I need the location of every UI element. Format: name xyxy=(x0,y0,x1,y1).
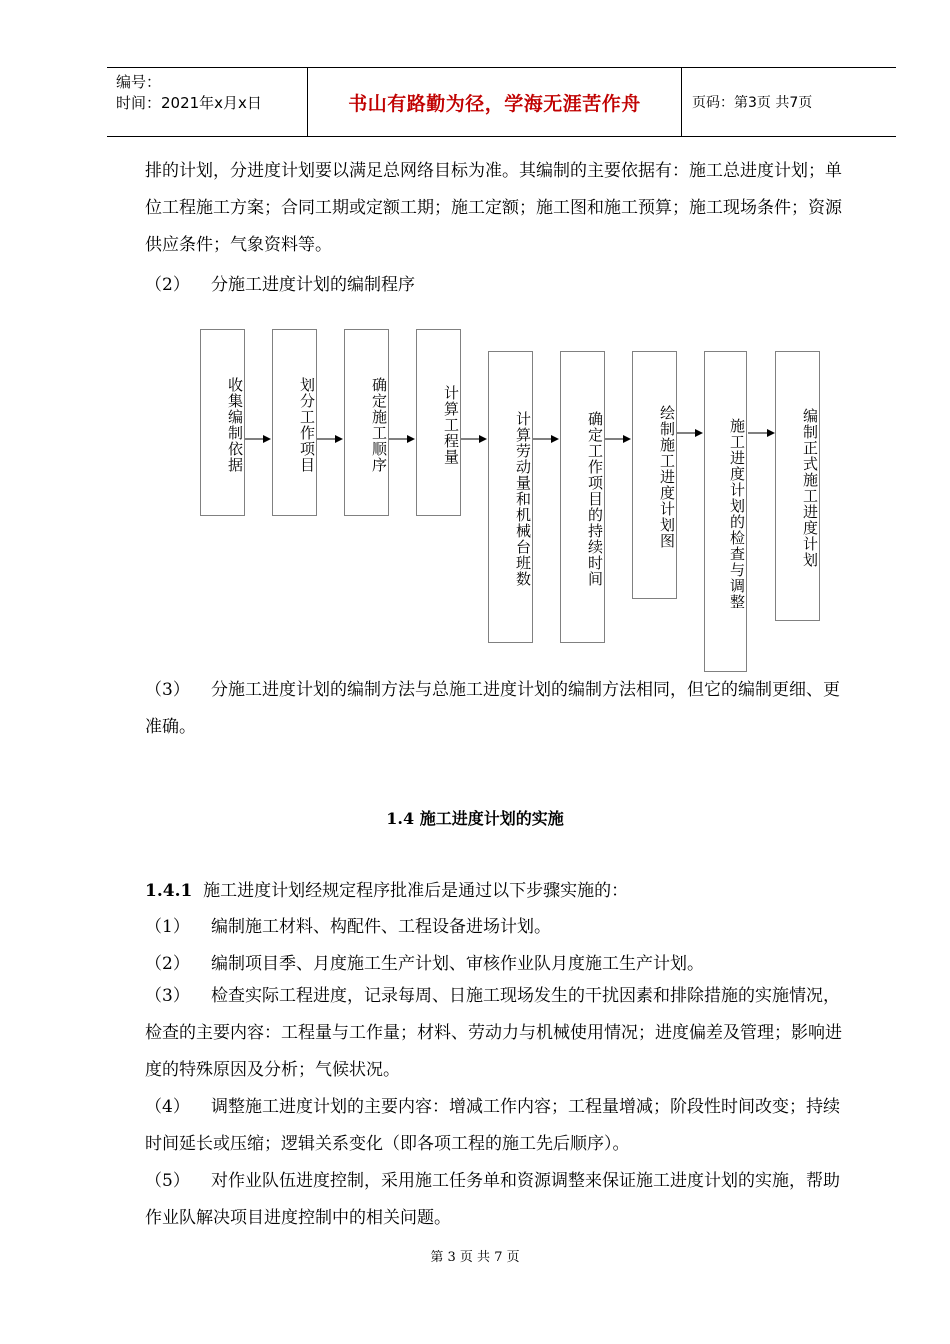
page-info: 页码：第3页 共7页 xyxy=(692,95,813,111)
flow-step-label: 确定工作项目的持续时间 xyxy=(586,411,604,587)
flow-step-sequence xyxy=(344,329,389,516)
item-number: （3） xyxy=(145,680,190,700)
item-text: 检查实际工程进度，记录每周、日施工现场发生的干扰因素和排除措施的实施情况，检查的主要内容：工程量与工作量；材料、劳动力与机械使用情况；进度偏差及管理；影响进度的特殊原因及分析；气候状况。 xyxy=(145,986,842,1080)
section-title: 1.4 施工进度计划的实施 xyxy=(386,809,564,828)
item-number: （1） xyxy=(145,917,190,937)
item-text: 编制项目季、月度施工生产计划、审核作业队月度施工生产计划。 xyxy=(211,954,704,974)
list-item xyxy=(145,1089,855,1163)
item-text: 分施工进度计划的编制方法与总施工进度计划的编制方法相同，但它的编制更细、更准确。 xyxy=(145,680,840,737)
flow-step-label: 收集编制依据 xyxy=(226,376,244,473)
page-footer: 第 3 页 共 7 页 xyxy=(430,1250,520,1265)
item-number: （3） xyxy=(145,986,190,1006)
flow-step-label: 施工进度计划的检查与调整 xyxy=(728,417,746,610)
list-item xyxy=(145,912,551,937)
item-3-paragraph xyxy=(145,672,855,746)
serial-label: 编号： xyxy=(116,73,162,91)
list-item xyxy=(145,978,855,1089)
item-number: （2） xyxy=(145,275,190,295)
list-item xyxy=(145,1163,855,1237)
intro-paragraph: 排的计划，分进度计划要以满足总网络目标为准。其编制的主要依据有：施工总进度计划；单位工程施工方案；合同工期或定额工期；施工定额；施工图和施工预算；施工现场条件；资源供应条件；气象资料等。 xyxy=(145,161,842,255)
flow-step-label: 确定施工顺序 xyxy=(370,376,388,473)
flow-step-label: 计算工程量 xyxy=(442,384,460,465)
flow-step-quantity xyxy=(416,329,461,516)
flow-step-formal xyxy=(775,351,820,621)
subsection-text: 施工进度计划经规定程序批准后是通过以下步骤实施的： xyxy=(203,881,629,901)
flow-step-labor xyxy=(488,351,533,643)
item-number: （5） xyxy=(145,1171,190,1191)
list-item xyxy=(145,949,704,974)
item-text: 编制施工材料、构配件、工程设备进场计划。 xyxy=(211,917,551,937)
motto-text: 书山有路勤为径，学海无涯苦作舟 xyxy=(348,92,641,115)
flow-step-label: 划分工作项目 xyxy=(298,376,316,473)
flow-step-check xyxy=(704,351,747,672)
item-text: 分施工进度计划的编制程序 xyxy=(211,275,415,295)
subsection-number: 1.4.1 xyxy=(145,881,193,901)
item-number: （2） xyxy=(145,954,190,974)
flow-step-collect xyxy=(200,329,245,516)
flow-step-label: 编制正式施工进度计划 xyxy=(801,408,819,568)
flow-step-draw xyxy=(632,351,677,599)
item-number: （4） xyxy=(145,1097,190,1117)
date-label: 时间：2021年x月x日 xyxy=(116,94,262,112)
flow-step-label: 绘制施工进度计划图 xyxy=(658,405,676,549)
subsection-heading xyxy=(145,876,628,901)
item-text: 调整施工进度计划的主要内容：增减工作内容；工程量增减；阶段性时间改变；持续时间延长或压缩；逻辑关系变化（即各项工程的施工先后顺序）。 xyxy=(145,1097,840,1154)
flow-step-duration xyxy=(560,351,605,643)
item-text: 对作业队伍进度控制，采用施工任务单和资源调整来保证施工进度计划的实施，帮助作业队解决项目进度控制中的相关问题。 xyxy=(145,1171,840,1228)
flow-step-divide xyxy=(272,329,317,516)
flow-step-label: 计算劳动量和机械台班数 xyxy=(514,411,532,587)
